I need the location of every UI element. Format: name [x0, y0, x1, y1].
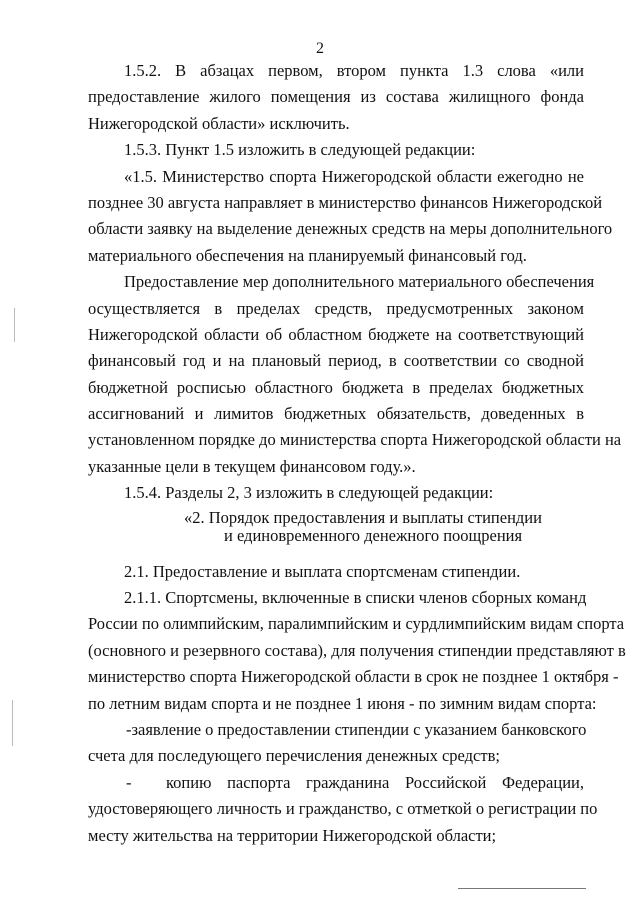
text-line: ассигнований и лимитов бюджетных обязательств, доведенных в — [88, 404, 584, 424]
text-line: министерство спорта Нижегородской области в срок не позднее 1 октября - — [88, 667, 619, 687]
text-line: установленном порядке до министерства спорта Нижегородской области на — [88, 430, 622, 450]
text-line: удостоверяющего личность и гражданство, с отметкой о регистрации по — [88, 799, 598, 819]
text-line: указанные цели в текущем финансовом году.». — [88, 456, 416, 476]
text-line: Нижегородской области» исключить. — [88, 113, 350, 133]
text-line: позднее 30 августа направляет в министерство финансов Нижегородской — [88, 192, 603, 212]
text-line: России по олимпийским, паралимпийским и сурдлимпийским видам спорта — [88, 614, 625, 634]
text-line: 1.5.4. Разделы 2, 3 изложить в следующей редакции: — [124, 483, 494, 503]
text-line: месту жительства на территории Нижегородской области; — [88, 825, 497, 845]
list-item-text: копию паспорта гражданина Российской Федерации, — [166, 772, 584, 792]
list-item — [88, 770, 584, 796]
list-item-text: заявление о предоставлении стипендии с указанием банковского — [131, 719, 587, 739]
footer-rule — [458, 888, 586, 889]
section-heading-line: «2. Порядок предоставления и выплаты стипендии — [184, 507, 542, 527]
list-dash: - — [126, 719, 132, 739]
text-line: предоставление жилого помещения из состава жилищного фонда — [88, 87, 584, 107]
list-item — [88, 717, 587, 743]
text-line: области заявку на выделение денежных средств на меры дополнительного — [88, 219, 613, 239]
section-heading-line: и единовременного денежного поощрения — [224, 525, 523, 545]
section-heading — [184, 509, 544, 545]
text-line: бюджетной росписью областного бюджета в пределах бюджетных — [88, 377, 584, 397]
scan-mark — [14, 308, 15, 342]
text-line: 1.5.2. В абзацах первом, втором пункта 1.3 слова «или — [124, 61, 584, 80]
text-line: «1.5. Министерство спорта Нижегородской области ежегодно не — [124, 166, 584, 186]
text-line: Предоставление мер дополнительного материального обеспечения — [124, 272, 595, 292]
text-line: 2.1. Предоставление и выплата спортсменам стипендии. — [124, 561, 521, 581]
text-line: 1.5.3. Пункт 1.5 изложить в следующей редакции: — [124, 140, 476, 160]
text-line: по летним видам спорта и не позднее 1 июня - по зимним видам спорта: — [88, 693, 597, 713]
page-number: 2 — [316, 40, 324, 57]
text-line: финансовый год и на плановый период, в соответствии со сводной — [88, 351, 584, 371]
document-body — [88, 58, 626, 849]
text-line: (основного и резервного состава), для получения стипендии представляют в — [88, 640, 626, 660]
text-line: 2.1.1. Спортсмены, включенные в списки членов сборных команд — [124, 588, 587, 608]
scan-mark — [12, 700, 13, 746]
text-line: материального обеспечения на планируемый финансовый год. — [88, 245, 527, 265]
text-line: Нижегородской области об областном бюджете на соответствующий — [88, 324, 584, 344]
text-line: осуществляется в пределах средств, предусмотренных законом — [88, 298, 584, 318]
list-dash: - — [126, 772, 132, 792]
text-line: счета для последующего перечисления денежных средств; — [88, 746, 500, 766]
